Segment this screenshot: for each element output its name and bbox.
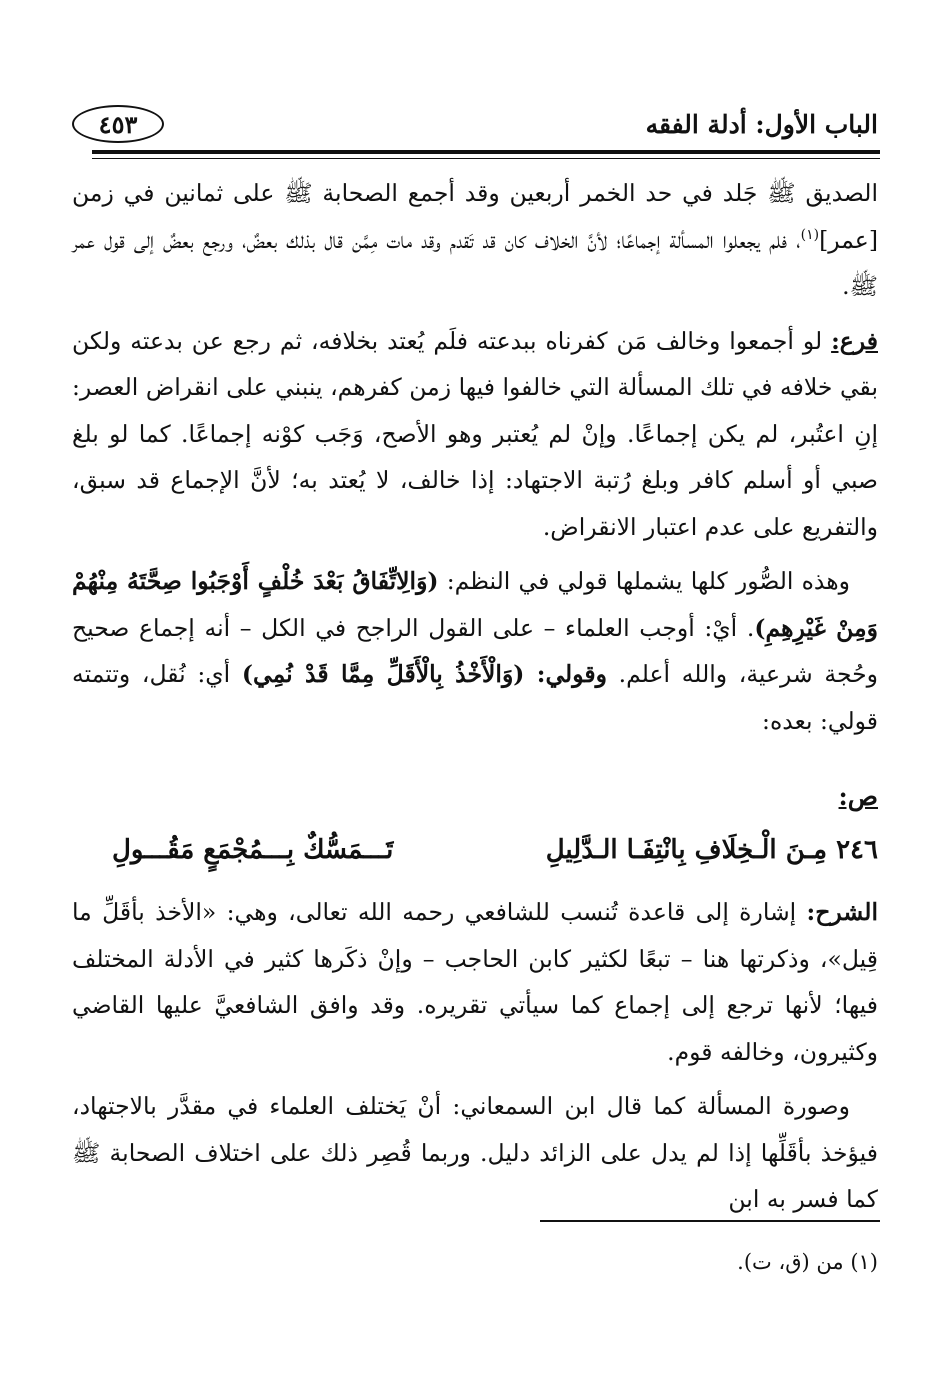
verse-first-half: ٢٤٦ مِـنَ الْـخِلَافِ بِانْتِفَـا الـدَّلِيلِ — [545, 834, 878, 865]
paragraph-2 — [72, 318, 878, 551]
paragraph-1-rest: ، فلم يجعلوا المسألة إجماعًا؛ لأنَّ الخلاف كان قد تَقدم وقد مات مِمَّن قال بذلك بعضٌ، ورجع بعضٌ إلى قول عمر ﷺ. — [72, 225, 878, 300]
footnote-ref: (١) — [800, 226, 820, 243]
paragraph-1-text: الصديق ﷺ جَلد في حد الخمر أربعين وقد أجمع الصحابة ﷺ على ثمانين في زمن [عمر] — [72, 179, 878, 254]
footnote-rule — [540, 1220, 880, 1222]
header-rule — [92, 150, 880, 154]
paragraph-2-text: لو أجمعوا وخالف مَن كفرناه ببدعته فلَم يُعتد بخلافه، ثم رجع عن بدعته ولكن بقي خلافه في تلك المسألة التي خالفوا فيها زمن كفرهم، ينبني على انقراض العصر: إنِ اعتُبر، لم يكن إجماعًا. وإنْ لم يُعتبر وهو الأصح، وَجَب كوْنه إجماعًا. كما لو بلغ صبي أو أسلم كافر وبلغ رُتبة الاجتهاد: إذا خالف، لا يُعتد به؛ لأنَّ الإجماع قد سبق، والتفريع على عدم اعتبار الانقراض. — [72, 326, 878, 541]
poem-quote-1: (وَالِاتِّفَاقُ بَعْدَ خُلْفٍ أَوْجَبُوا صِحَّتَهُ مِنْهُمْ وَمِنْ غَيْرِهِمِ) — [72, 567, 878, 642]
poem-quote-2: (وَالْأَخْذُ بِالْأَقَلِّ مِمَّا قَدْ نُمِي) — [241, 660, 537, 688]
main-text — [72, 170, 878, 1231]
paragraph-4-text: إشارة إلى قاعدة تُنسب للشافعي رحمه الله تعالى، وهي: «الأخذ بأقَلِّ ما قِيل»، وذكرتها هنا – تبعًا لكثير كابن الحاجب – وإنْ ذكَرها كثير في الأدلة المختلف فيها؛ لأنها ترجع إلى إجماع كما سيأتي تقريره. وقد وافق الشافعيَّ عليها القاضي وكثيرون، وخالفه قوم. — [72, 898, 878, 1066]
header-rule-thin — [92, 158, 880, 159]
paragraph-5: وصورة المسألة كما قال ابن السمعاني: أنْ يَختلف العلماء في مقدَّر بالاجتهاد، فيؤخذ بأقَلِّها إذا لم يدل على الزائد دليل. وربما قُصِر ذلك على اختلاف الصحابة ﷺ كما فسر به ابن — [72, 1092, 878, 1213]
paragraph-3-label: وقولي: — [536, 660, 607, 688]
chapter-title: الباب الأول: أدلة الفقه — [645, 109, 878, 139]
branch-term: فرع: — [831, 326, 878, 355]
commentary-term: الشرح: — [806, 898, 878, 926]
paragraph-4 — [72, 889, 878, 1075]
paragraph-3-text-a: وهذه الصُّور كلها يشملها قولي في النظم: — [438, 567, 850, 595]
verse-line — [72, 827, 878, 874]
verse-second-half: تَـــمَسُّكٌ بِـــمُجْمَعٍ مَقُـــولِ — [112, 834, 394, 865]
page-number: ٤٥٣ — [72, 105, 164, 143]
paragraph-3-text-c: أي: نُقل، وتتمته قولي: بعده: — [72, 660, 878, 735]
page-header — [72, 100, 878, 148]
footnote: (١) من (ق، ت). — [737, 1250, 878, 1274]
section-label: ص: — [838, 782, 878, 811]
paragraph-3-text-b: . أيْ: أوجب العلماء – على القول الراجح في الكل – أنه إجماع صحيح وحُجة شرعية، والله أعلم. — [72, 613, 878, 688]
paragraph-3 — [72, 558, 878, 744]
paragraph-1 — [72, 170, 878, 310]
